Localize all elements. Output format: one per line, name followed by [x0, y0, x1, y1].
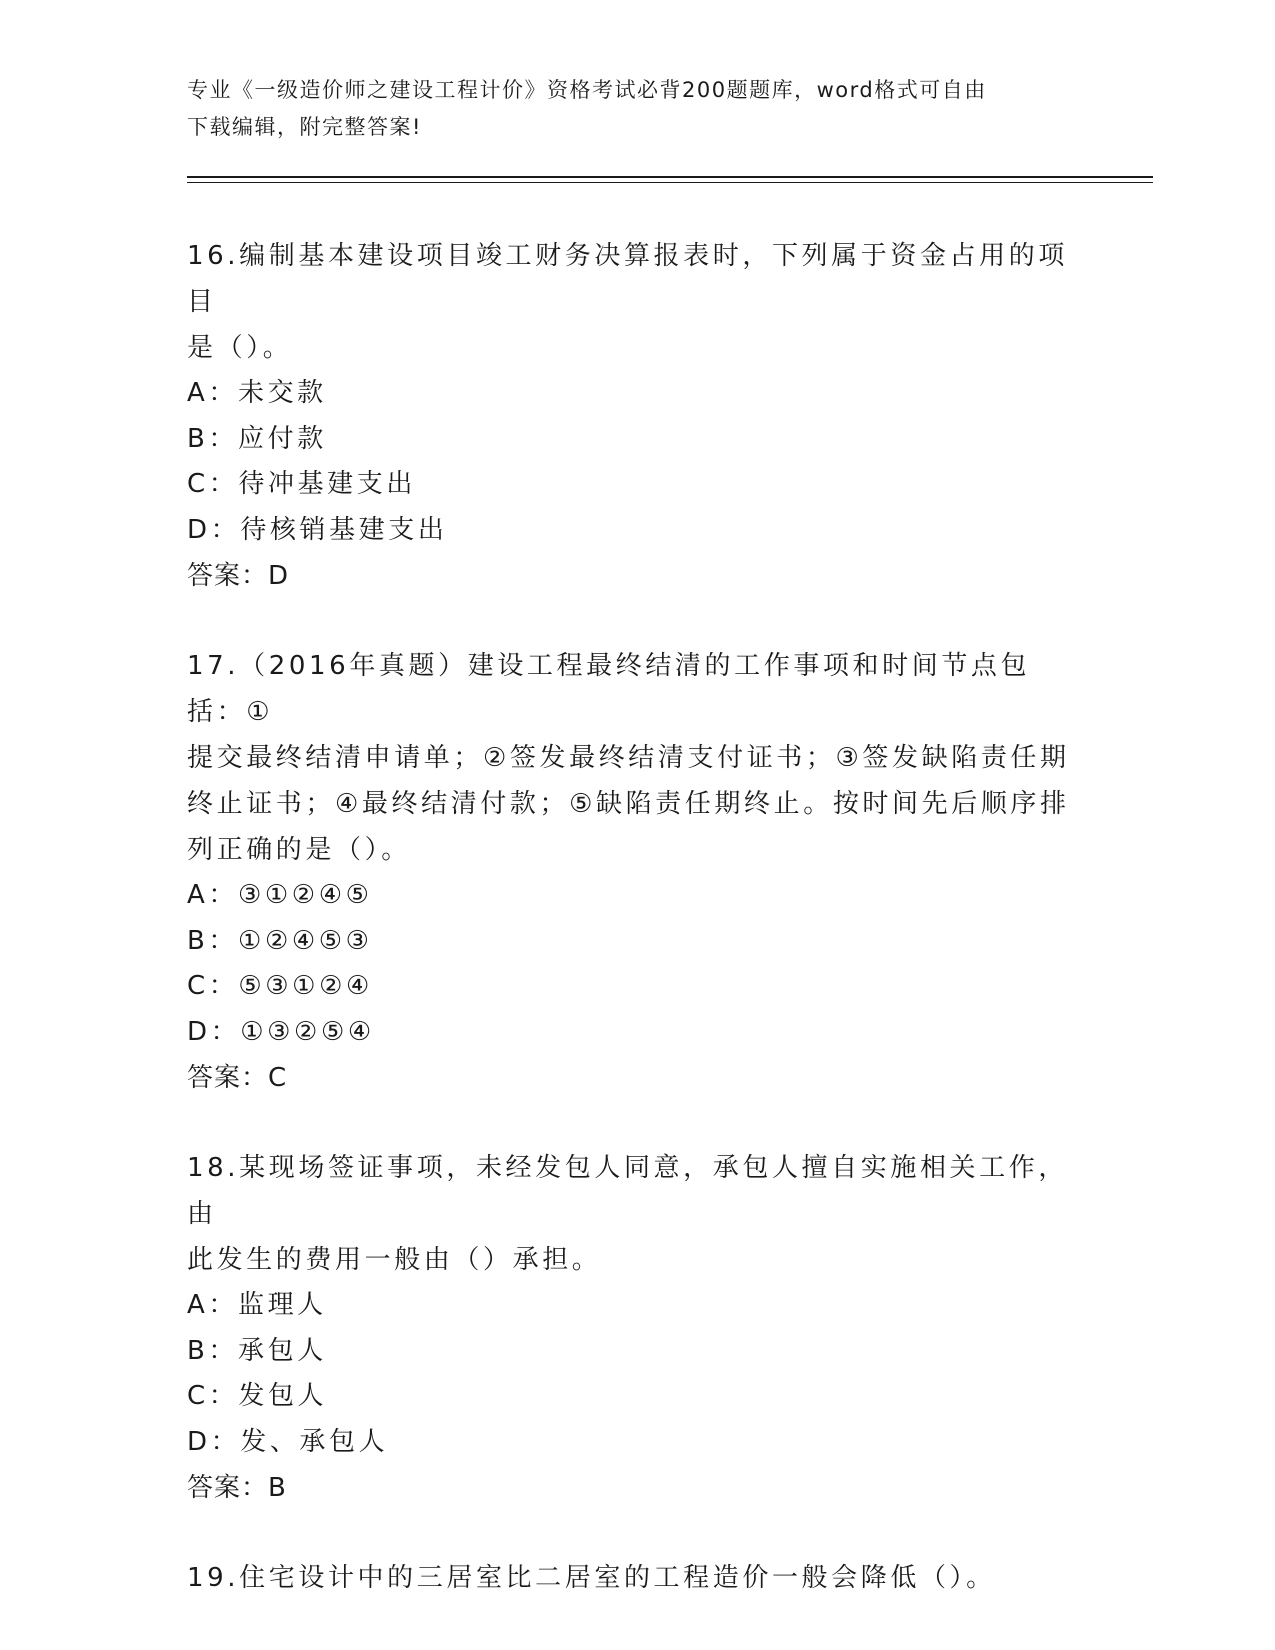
header-divider — [187, 176, 1153, 178]
answer: 答案：C — [187, 1063, 288, 1093]
option-b: B：承包人 — [187, 1335, 327, 1366]
stem-line: 列正确的是（）。 — [187, 835, 411, 865]
option-b: B：应付款 — [187, 423, 327, 454]
answer: 答案：D — [187, 561, 290, 591]
document-header — [187, 72, 1067, 146]
question-list — [187, 233, 1087, 1645]
stem-line: 16.编制基本建设项目竣工财务决算报表时，下列属于资金占用的项目 — [187, 241, 1068, 317]
question-stem — [187, 233, 1087, 371]
header-divider-thin — [187, 182, 1153, 183]
stem-line: 此发生的费用一般由（）承担。 — [187, 1245, 602, 1275]
answer: 答案：B — [187, 1473, 287, 1503]
stem-line: 提交最终结清申请单；②签发最终结清支付证书；③签发缺陷责任期 — [187, 743, 1070, 773]
option-d: D：①③②⑤④ — [187, 1016, 375, 1047]
question-stem — [187, 643, 1087, 873]
question-stem — [187, 1555, 1087, 1601]
question-19 — [187, 1555, 1087, 1601]
stem-line: 终止证书；④最终结清付款；⑤缺陷责任期终止。按时间先后顺序排 — [187, 789, 1070, 819]
option-c: C：发包人 — [187, 1381, 328, 1411]
stem-line: 是（）。 — [187, 333, 293, 363]
header-line-1: 专业《一级造价师之建设工程计价》资格考试必背200题题库，word格式可自由 — [187, 78, 987, 102]
option-a: A：监理人 — [187, 1290, 327, 1320]
header-line-2: 下载编辑，附完整答案! — [187, 115, 422, 139]
stem-line: 19.住宅设计中的三居室比二居室的工程造价一般会降低（）。 — [187, 1563, 996, 1593]
question-stem — [187, 1145, 1087, 1283]
option-b: B：①②④⑤③ — [187, 925, 373, 956]
question-18 — [187, 1145, 1087, 1511]
option-d: D：发、承包人 — [187, 1426, 389, 1457]
question-17 — [187, 643, 1087, 1101]
option-c: C：待冲基建支出 — [187, 469, 416, 499]
option-c: C：⑤③①②④ — [187, 971, 373, 1001]
option-a: A：③①②④⑤ — [187, 880, 373, 910]
question-16 — [187, 233, 1087, 599]
option-a: A：未交款 — [187, 378, 327, 408]
option-d: D：待核销基建支出 — [187, 514, 448, 545]
stem-line: 17.（2016年真题）建设工程最终结清的工作事项和时间节点包括：① — [187, 651, 1031, 727]
stem-line: 18.某现场签证事项，未经发包人同意，承包人擅自实施相关工作，由 — [187, 1153, 1068, 1229]
